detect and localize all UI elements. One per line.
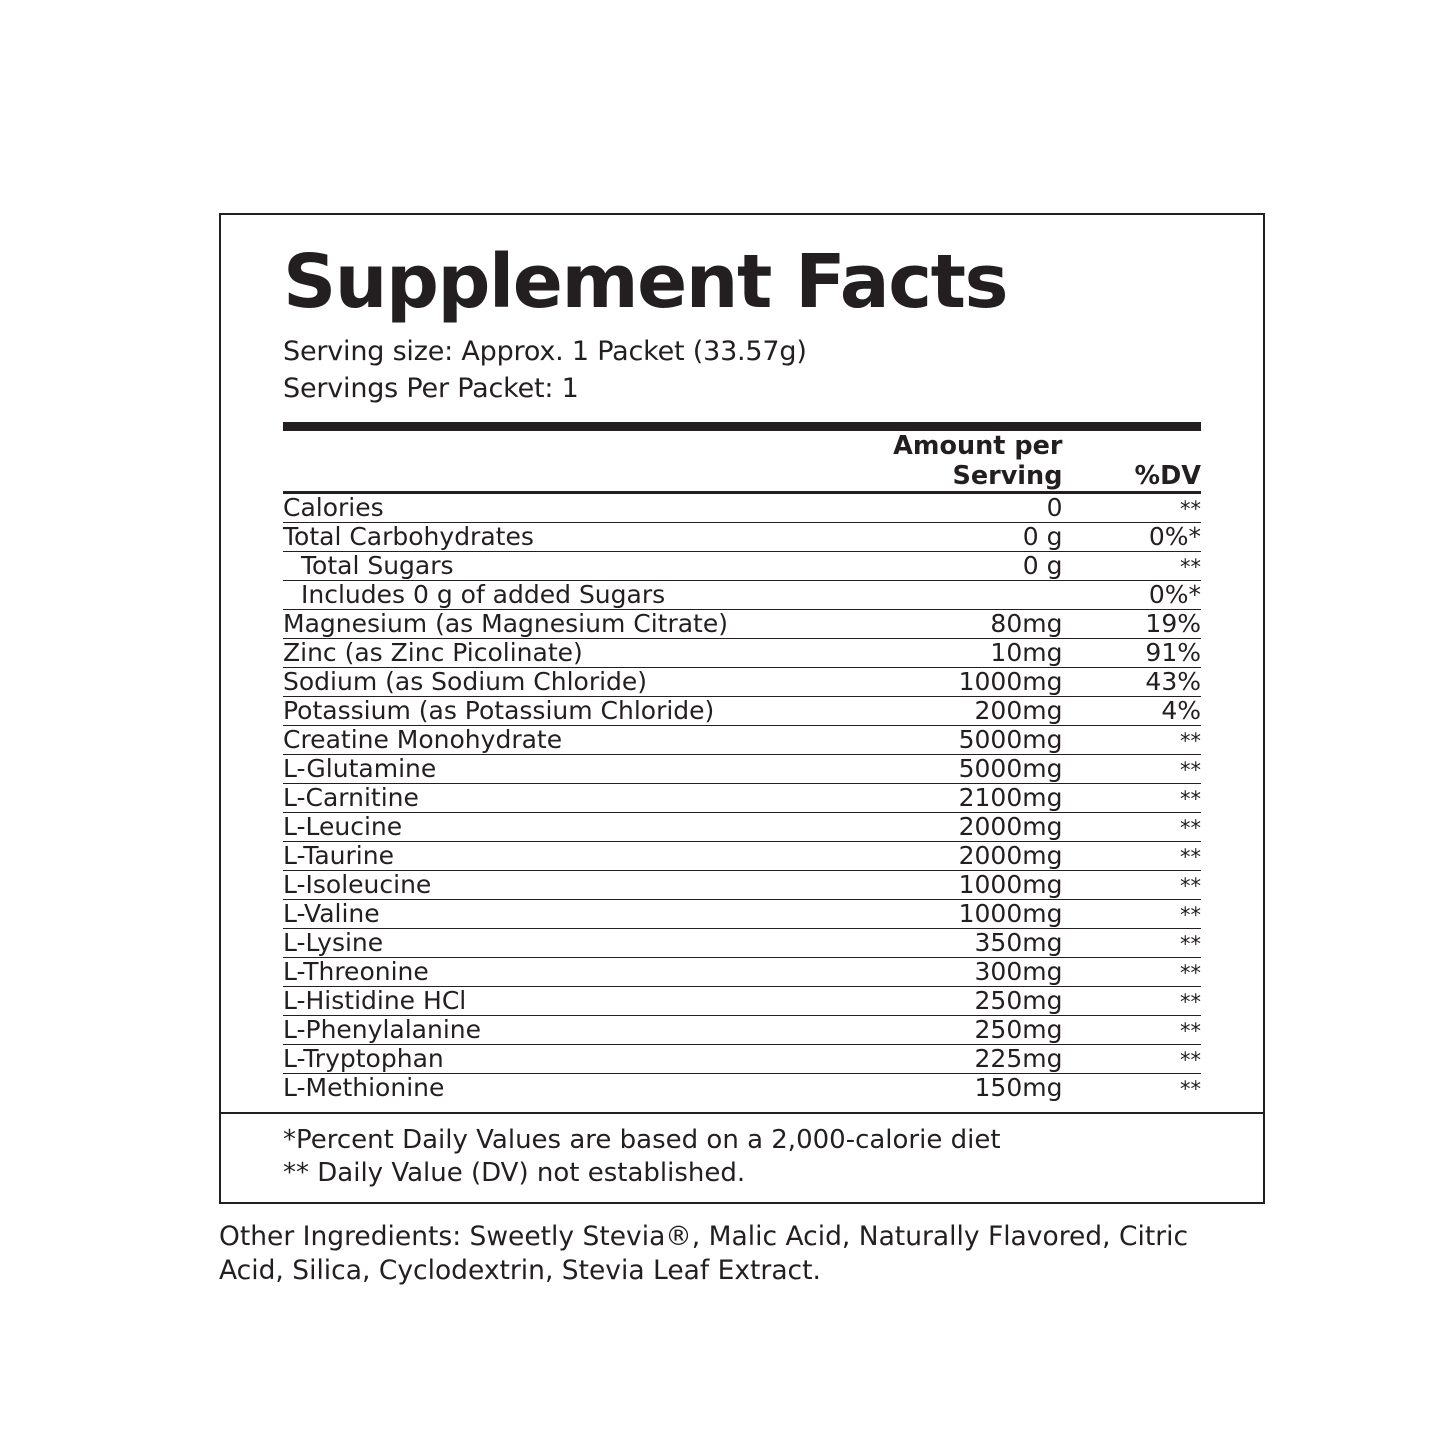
table-row xyxy=(283,492,1201,522)
table-row xyxy=(283,928,1201,957)
nutrient-name: L-Leucine xyxy=(283,812,871,841)
table-row xyxy=(283,1073,1201,1102)
nutrient-amount: 300mg xyxy=(871,957,1073,986)
table-row xyxy=(283,783,1201,812)
nutrient-daily-value: 0%* xyxy=(1072,522,1201,551)
nutrient-name: L-Methionine xyxy=(283,1073,871,1102)
table-row xyxy=(283,522,1201,551)
nutrient-name: Sodium (as Sodium Chloride) xyxy=(283,667,871,696)
nutrient-daily-value: 0%* xyxy=(1072,580,1201,609)
nutrition-table xyxy=(283,431,1201,1102)
nutrient-amount: 2000mg xyxy=(871,841,1073,870)
table-row xyxy=(283,580,1201,609)
nutrient-amount: 5000mg xyxy=(871,754,1073,783)
nutrient-daily-value: ** xyxy=(1072,899,1201,928)
nutrient-daily-value: ** xyxy=(1072,1015,1201,1044)
nutrient-daily-value: 43% xyxy=(1072,667,1201,696)
nutrient-amount: 0 g xyxy=(871,522,1073,551)
heading-divider-thick xyxy=(283,422,1201,431)
nutrient-daily-value: ** xyxy=(1072,783,1201,812)
table-row xyxy=(283,667,1201,696)
nutrient-daily-value: ** xyxy=(1072,812,1201,841)
nutrient-name: Includes 0 g of added Sugars xyxy=(283,580,871,609)
table-row xyxy=(283,899,1201,928)
nutrient-amount: 2000mg xyxy=(871,812,1073,841)
nutrient-amount: 10mg xyxy=(871,638,1073,667)
nutrient-name: L-Threonine xyxy=(283,957,871,986)
nutrient-daily-value: ** xyxy=(1072,928,1201,957)
nutrient-amount: 250mg xyxy=(871,986,1073,1015)
nutrient-name: Calories xyxy=(283,492,871,522)
table-row xyxy=(283,812,1201,841)
nutrient-daily-value: ** xyxy=(1072,1044,1201,1073)
header-amount-per-serving: Amount per Serving xyxy=(893,430,1063,491)
nutrient-daily-value: ** xyxy=(1072,725,1201,754)
nutrient-daily-value: 4% xyxy=(1072,696,1201,725)
nutrient-amount: 1000mg xyxy=(871,667,1073,696)
nutrient-name: Potassium (as Potassium Chloride) xyxy=(283,696,871,725)
nutrient-amount xyxy=(871,580,1073,609)
nutrient-name: L-Carnitine xyxy=(283,783,871,812)
nutrient-amount: 225mg xyxy=(871,1044,1073,1073)
nutrient-amount: 80mg xyxy=(871,609,1073,638)
nutrient-daily-value: ** xyxy=(1072,870,1201,899)
nutrient-amount: 200mg xyxy=(871,696,1073,725)
serving-size-text: Serving size: Approx. 1 Packet (33.57g) xyxy=(283,336,807,367)
nutrient-name: L-Valine xyxy=(283,899,871,928)
table-row xyxy=(283,1015,1201,1044)
nutrient-name: L-Taurine xyxy=(283,841,871,870)
table-row xyxy=(283,609,1201,638)
nutrient-daily-value: ** xyxy=(1072,492,1201,522)
nutrient-daily-value: 91% xyxy=(1072,638,1201,667)
table-row xyxy=(283,1044,1201,1073)
header-nutrient xyxy=(283,431,871,493)
supplement-facts-label xyxy=(219,213,1265,1289)
nutrient-daily-value: ** xyxy=(1072,986,1201,1015)
nutrient-amount: 150mg xyxy=(871,1073,1073,1102)
nutrient-name: L-Phenylalanine xyxy=(283,1015,871,1044)
footnote-daily-value: *Percent Daily Values are based on a 2,000-calorie diet xyxy=(283,1124,1001,1155)
nutrient-daily-value: ** xyxy=(1072,841,1201,870)
nutrient-name: L-Histidine HCl xyxy=(283,986,871,1015)
nutrient-name: L-Tryptophan xyxy=(283,1044,871,1073)
nutrient-amount: 1000mg xyxy=(871,870,1073,899)
nutrient-amount: 5000mg xyxy=(871,725,1073,754)
nutrient-daily-value: 19% xyxy=(1072,609,1201,638)
table-row xyxy=(283,870,1201,899)
nutrient-amount: 250mg xyxy=(871,1015,1073,1044)
other-ingredients-text: Other Ingredients: Sweetly Stevia®, Malic Acid, Naturally Flavored, Citric Acid, Silica, Cyclodextrin, Stevia Leaf Extract. xyxy=(219,1221,1189,1287)
nutrient-amount: 2100mg xyxy=(871,783,1073,812)
nutrient-amount: 0 g xyxy=(871,551,1073,580)
nutrient-name: L-Glutamine xyxy=(283,754,871,783)
footnote-box xyxy=(219,1114,1265,1205)
nutrient-name: Total Sugars xyxy=(283,551,871,580)
table-row xyxy=(283,725,1201,754)
table-row xyxy=(283,986,1201,1015)
nutrient-name: L-Lysine xyxy=(283,928,871,957)
nutrient-name: Creatine Monohydrate xyxy=(283,725,871,754)
facts-panel xyxy=(219,213,1265,1114)
table-row xyxy=(283,696,1201,725)
nutrient-name: Total Carbohydrates xyxy=(283,522,871,551)
nutrient-daily-value: ** xyxy=(1072,957,1201,986)
nutrient-daily-value: ** xyxy=(1072,1073,1201,1102)
table-row xyxy=(283,754,1201,783)
table-row xyxy=(283,551,1201,580)
nutrient-daily-value: ** xyxy=(1072,551,1201,580)
header-percent-dv: %DV xyxy=(1134,460,1201,491)
nutrient-amount: 0 xyxy=(871,492,1073,522)
nutrient-daily-value: ** xyxy=(1072,754,1201,783)
nutrient-amount: 350mg xyxy=(871,928,1073,957)
nutrient-amount: 1000mg xyxy=(871,899,1073,928)
table-header-row xyxy=(283,431,1201,493)
nutrient-name: Magnesium (as Magnesium Citrate) xyxy=(283,609,871,638)
servings-per-container-text: Servings Per Packet: 1 xyxy=(283,373,579,405)
footnote-dv-not-established: ** Daily Value (DV) not established. xyxy=(283,1157,746,1188)
nutrition-table-body xyxy=(283,492,1201,1102)
table-row xyxy=(283,841,1201,870)
page-title: Supplement Facts xyxy=(283,239,1008,325)
table-row xyxy=(283,957,1201,986)
table-row xyxy=(283,638,1201,667)
nutrient-name: Zinc (as Zinc Picolinate) xyxy=(283,638,871,667)
nutrient-name: L-Isoleucine xyxy=(283,870,871,899)
